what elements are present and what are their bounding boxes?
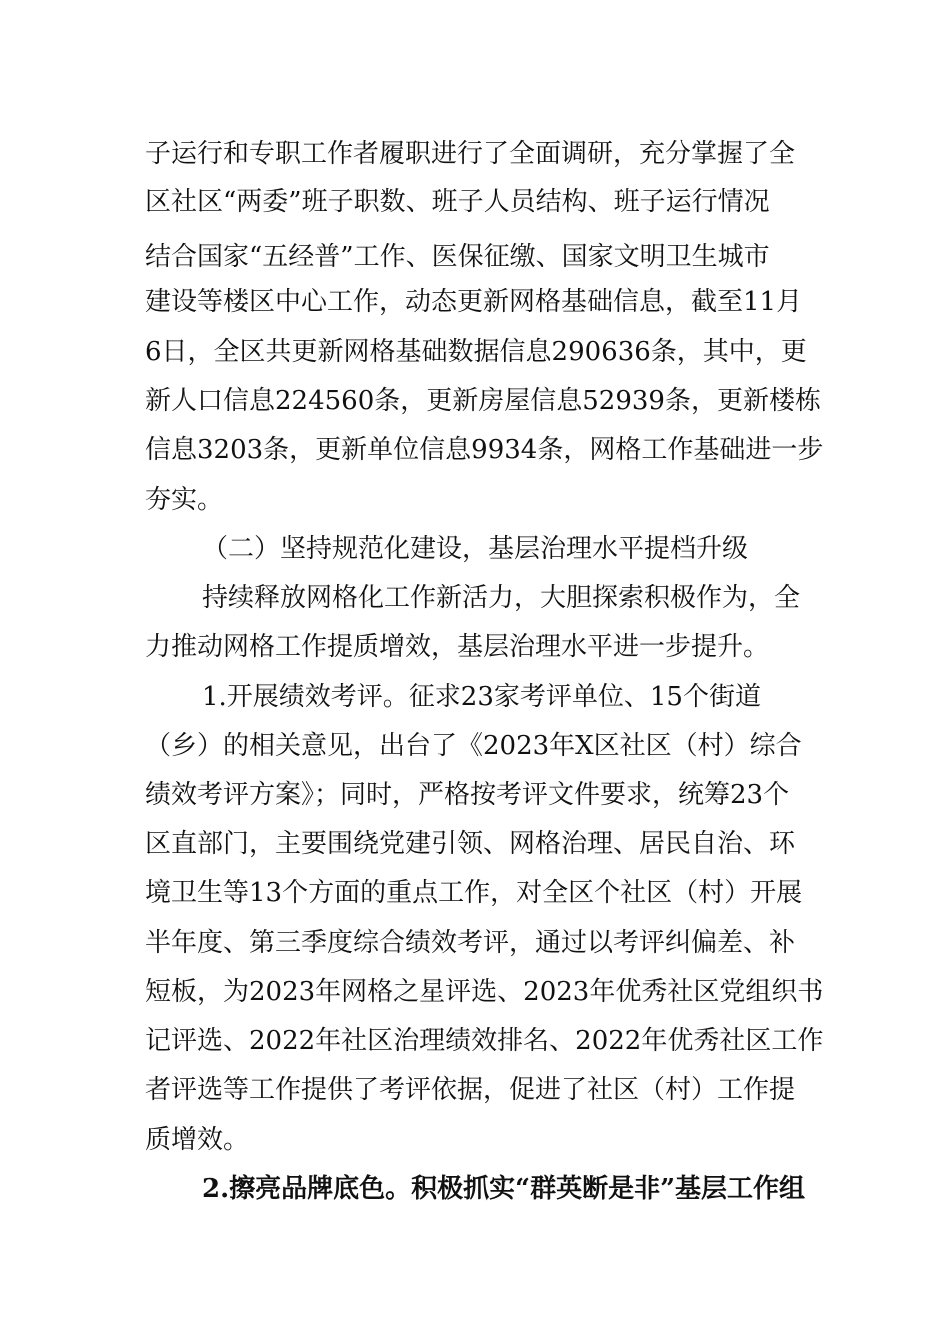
paragraph-line: 记评选、2022年社区治理绩效排名、2022年优秀社区工作 xyxy=(145,1026,824,1056)
paragraph-line: 力推动网格工作提质增效，基层治理水平进一步提升。 xyxy=(145,632,770,662)
paragraph-line: 6日，全区共更新网格基础数据信息290636条，其中，更 xyxy=(145,337,807,367)
paragraph-line: 短板，为2023年网格之星评选、2023年优秀社区党组织书 xyxy=(145,977,824,1007)
paragraph-line: 区直部门，主要围绕党建引领、网格治理、居民自治、环 xyxy=(145,829,796,859)
paragraph-line: 新人口信息224560条，更新房屋信息52939条，更新楼栋 xyxy=(145,386,821,416)
paragraph-line: 境卫生等13个方面的重点工作，对全区个社区（村）开展 xyxy=(145,878,803,908)
paragraph-line: 区社区“两委”班子职数、班子人员结构、班子运行情况 xyxy=(145,187,770,217)
paragraph-line: 质增效。 xyxy=(145,1125,250,1155)
paragraph-line: 子运行和专职工作者履职进行了全面调研，充分掌握了全 xyxy=(145,139,796,169)
paragraph-line: 夯实。 xyxy=(145,485,224,515)
item-heading-line: 2.擦亮品牌底色。积极抓实“群英断是非”基层工作组 xyxy=(202,1174,806,1204)
paragraph-line: 结合国家“五经普”工作、医保征缴、国家文明卫生城市 xyxy=(145,242,770,272)
paragraph-line: 绩效考评方案》；同时，严格按考评文件要求，统筹23个 xyxy=(145,780,790,810)
section-heading: （二）坚持规范化建设，基层治理水平提档升级 xyxy=(202,534,749,564)
paragraph-line: 者评选等工作提供了考评依据，促进了社区（村）工作提 xyxy=(145,1075,796,1105)
paragraph-line: （乡）的相关意见，出台了《2023年X区社区（村）综合 xyxy=(145,731,802,761)
paragraph-line: 信息3203条，更新单位信息9934条，网格工作基础进一步 xyxy=(145,435,824,465)
paragraph-line: 持续释放网格化工作新活力，大胆探索积极作为，全 xyxy=(202,583,801,613)
paragraph-line: 半年度、第三季度综合绩效考评，通过以考评纠偏差、补 xyxy=(145,928,796,958)
paragraph-line: 建设等楼区中心工作，动态更新网格基础信息，截至11月 xyxy=(145,287,803,317)
item-heading-line: 1.开展绩效考评。征求23家考评单位、15个街道 xyxy=(202,682,761,712)
